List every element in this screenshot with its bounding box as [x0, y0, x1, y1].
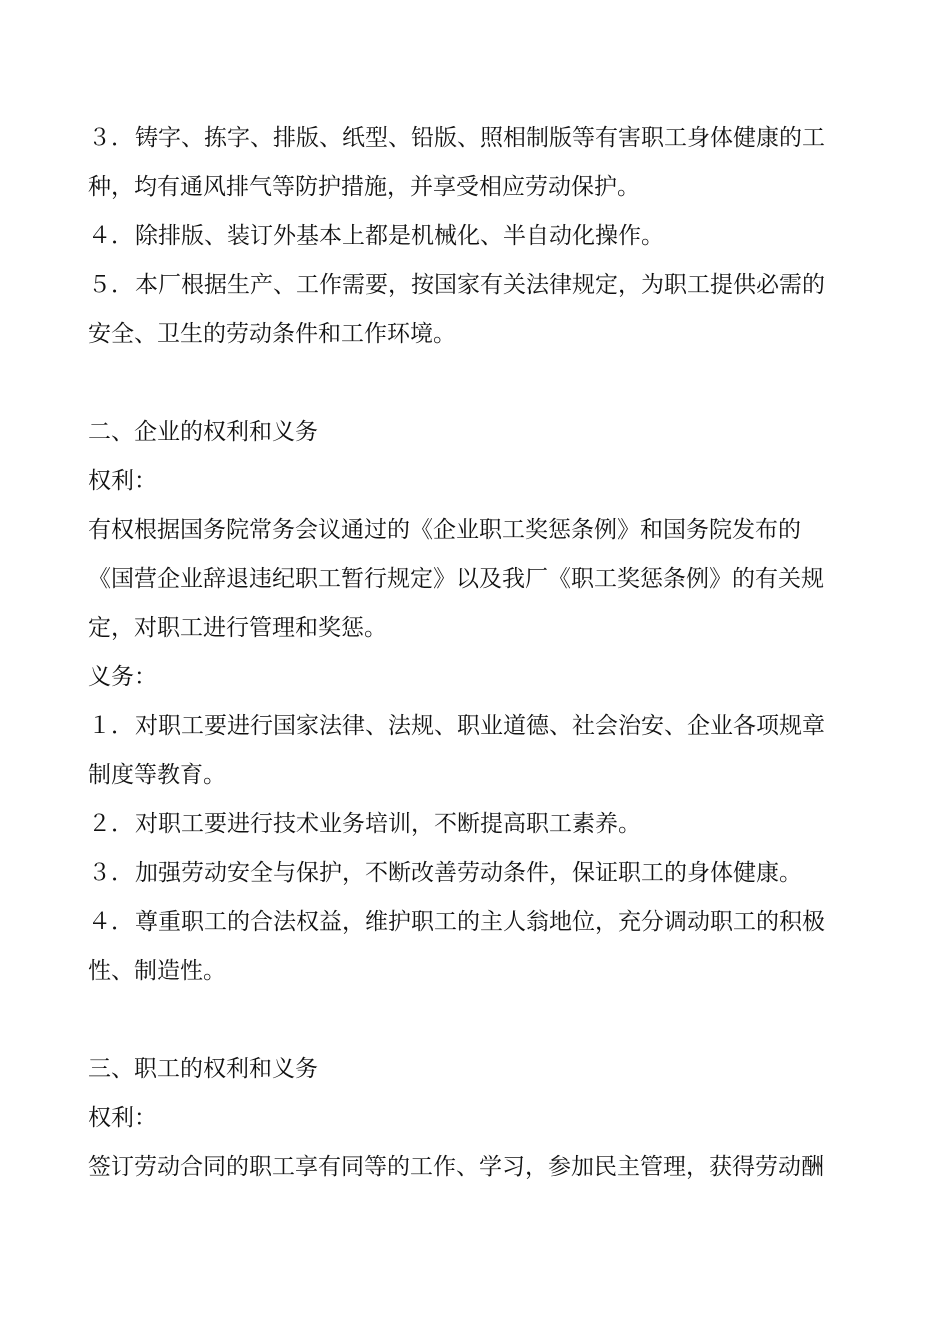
- item-number: ５．: [88, 272, 134, 298]
- item-3-line-2: 种，均有通风排气等防护措施，并享受相应劳动保护。: [88, 174, 640, 200]
- section-two-rights-line-3: 定，对职工进行管理和奖惩。: [88, 615, 387, 641]
- section-three-heading: 三、职工的权利和义务: [88, 1056, 318, 1082]
- section-three-rights-label: 权利：: [88, 1105, 157, 1131]
- section-two-duties-label: 义务：: [88, 664, 157, 690]
- section-three-rights-line-1: 签订劳动合同的职工享有同等的工作、学习，参加民主管理，获得劳动酬: [88, 1154, 824, 1180]
- item-number: ４．: [88, 223, 134, 249]
- item-number: １．: [88, 713, 134, 739]
- document-page: [88, 114, 864, 1192]
- duty-1-line-1: １．对职工要进行国家法律、法规、职业道德、社会治安、企业各项规章: [88, 702, 864, 751]
- duty-4-line-1: ４．尊重职工的合法权益，维护职工的主人翁地位，充分调动职工的积极: [88, 898, 864, 947]
- section-two-rights-label: 权利：: [88, 468, 157, 494]
- duty-2-line-1: ２．对职工要进行技术业务培训，不断提高职工素养。: [88, 800, 864, 849]
- item-5-line-2: 安全、卫生的劳动条件和工作环境。: [88, 321, 456, 347]
- duty-3-line-1: ３．加强劳动安全与保护，不断改善劳动条件，保证职工的身体健康。: [88, 849, 864, 898]
- section-two-rights-line-2: 《国营企业辞退违纪职工暂行规定》以及我厂《职工奖惩条例》的有关规: [88, 566, 824, 592]
- item-4-line-1: ４．除排版、装订外基本上都是机械化、半自动化操作。: [88, 212, 864, 261]
- item-3-line-1: ３．铸字、拣字、排版、纸型、铅版、照相制版等有害职工身体健康的工: [88, 114, 864, 163]
- section-two-heading: 二、企业的权利和义务: [88, 419, 318, 445]
- section-spacer: [88, 359, 864, 408]
- item-number: ４．: [88, 909, 134, 935]
- section-two-rights-line-1: 有权根据国务院常务会议通过的《企业职工奖惩条例》和国务院发布的: [88, 517, 801, 543]
- duty-4-line-2: 性、制造性。: [88, 958, 226, 984]
- item-number: ２．: [88, 811, 134, 837]
- duty-1-line-2: 制度等教育。: [88, 762, 226, 788]
- item-number: ３．: [88, 860, 134, 886]
- item-number: ３．: [88, 125, 134, 151]
- section-spacer: [88, 996, 864, 1045]
- item-5-line-1: ５．本厂根据生产、工作需要，按国家有关法律规定，为职工提供必需的: [88, 261, 864, 310]
